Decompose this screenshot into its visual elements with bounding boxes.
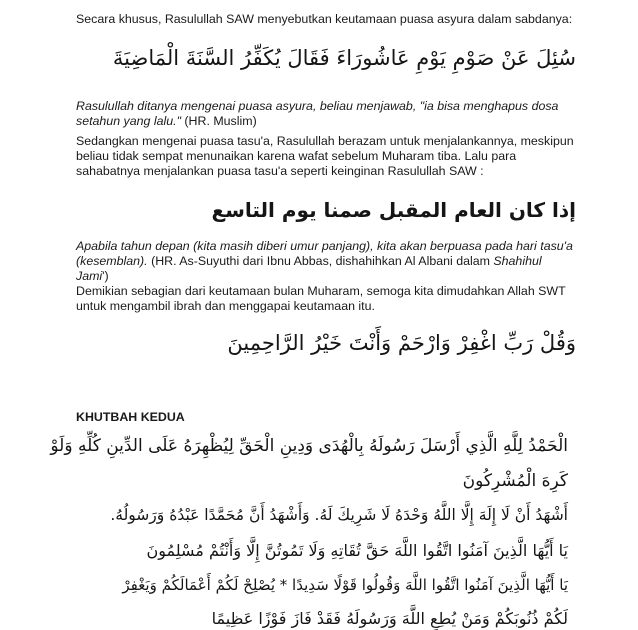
khutbah-line: كَرِهَ الْمُشْرِكُونَ — [462, 471, 568, 491]
hadith-tasua-translation-text: Apabila tahun depan (kita masih diberi umur panjang), kita akan berpuasa pada hari tasu'a (kesemblan). — [76, 239, 573, 268]
hadith-asyura-translation — [76, 99, 576, 129]
khutbah-line: الْحَمْدُ لِلَّهِ الَّذِي أَرْسَلَ رَسُولَهُ بِالْهُدَى وَدِينِ الْحَقِّ لِيُظْهِرَهُ عَلَى الدِّينِ كُلِّهِ وَلَوْ — [50, 436, 568, 456]
hadith-asyura-arabic: سُئِلَ عَنْ صَوْمِ يَوْمِ عَاشُورَاءَ فَقَالَ يُكَفِّرُ السَّنَةَ الْمَاضِيَةَ — [112, 46, 576, 70]
khutbah-line: أَشْهَدُ أَنْ لَا إِلَهَ إِلَّا اللَّهُ وَحْدَهُ لَا شَرِيكَ لَهُ. وَأَشْهَدُ أَنَّ مُحَمَّدًا عَبْدُهُ وَرَسُولُهُ. — [110, 506, 568, 524]
hadith-asyura-source: (HR. Muslim) — [180, 114, 257, 128]
khutbah-kedua-heading: KHUTBAH KEDUA — [76, 410, 185, 424]
hadith-tasua-source: (HR. As-Suyuthi dari Ibnu Abbas, dishahihkan Al Albani dalam — [147, 254, 494, 268]
tasua-paragraph: Sedangkan mengenai puasa tasu'a, Rasulullah berazam untuk menjalankannya, meskipun beliau tidak sempat menunaikan karena wafat sebelum Muharam tiba. Lalu para sahabatnya menjalankan puasa tasu'a seperti keinginan Rasulullah SAW : — [76, 134, 574, 178]
khutbah-line: يَا أَيُّهَا الَّذِينَ آمَنُوا اتَّقُوا اللَّهَ حَقَّ تُقَاتِهِ وَلَا تَمُوتُنَّ إِلَّا وَأَنْتُمْ مُسْلِمُونَ — [146, 541, 568, 560]
hadith-tasua-translation — [76, 239, 576, 284]
hadith-tasua-source-book: Shahihul Jami — [76, 254, 542, 283]
closing-paragraph: Demikian sebagian dari keutamaan bulan Muharam, semoga kita dimudahkan Allah SWT untuk mengambil ibrah dan menggapai keutamaan itu. — [76, 284, 566, 313]
hadith-asyura-translation-text: Rasulullah ditanya mengenai puasa asyura, beliau menjawab, "ia bisa menghapus dosa setahun yang lalu." — [76, 99, 559, 128]
prayer-arabic: وَقُلْ رَبِّ اغْفِرْ وَارْحَمْ وَأَنْتَ خَيْرُ الرَّاحِمِينَ — [227, 331, 576, 355]
khutbah-line: يَا أَيُّهَا الَّذِينَ آمَنُوا اتَّقُوا اللَّهَ وَقُولُوا قَوْلًا سَدِيدًا * يُصْلِحْ لَكُمْ أَعْمَالَكُمْ وَيَغْفِرْ — [122, 576, 568, 594]
khutbah-line: لَكُمْ ذُنُوبَكُمْ وَمَنْ يُطِعِ اللَّهَ وَرَسُولَهُ فَقَدْ فَازَ فَوْزًا عَظِيمًا — [211, 609, 568, 628]
intro-paragraph: Secara khusus, Rasulullah SAW menyebutkan keutamaan puasa asyura dalam sabdanya: — [76, 12, 573, 26]
hadith-tasua-arabic: إذا كان العام المقبل صمنا يوم التاسع — [211, 198, 576, 222]
hadith-tasua-source-end: ') — [102, 269, 109, 283]
